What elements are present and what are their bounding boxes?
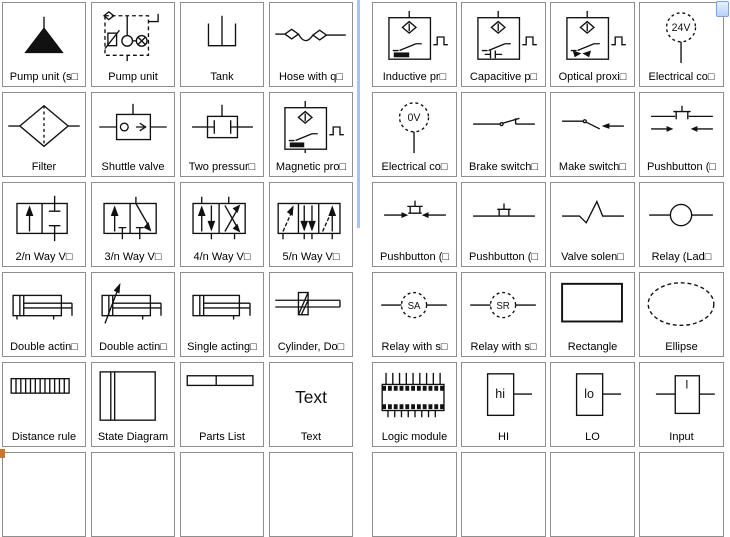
palette-item-make-switch[interactable]: [550, 92, 635, 177]
valve-solenoid-icon: [551, 183, 634, 251]
palette-item-inductive-proximity[interactable]: [372, 2, 457, 87]
palette-item-relay-switch-off-delay[interactable]: [461, 272, 546, 357]
palette-item-valve-4n-way[interactable]: [180, 182, 264, 267]
palette-item-partial[interactable]: [639, 452, 724, 537]
palette-item-partial[interactable]: [180, 452, 264, 537]
palette-item-label: 3/n Way V□: [104, 251, 162, 263]
palette-item-filter[interactable]: [2, 92, 86, 177]
palette-item-electrical-connection-24v[interactable]: [639, 2, 724, 87]
palette-item-state-diagram[interactable]: [91, 362, 175, 447]
palette-item-label: Make switch□: [558, 161, 627, 173]
palette-item-hi-module[interactable]: [461, 362, 546, 447]
capacitive-proximity-icon: [462, 3, 545, 71]
relay-switch-off-delay-icon: [462, 273, 545, 341]
palette-item-pushbutton-detent[interactable]: [639, 92, 724, 177]
palette-item-label: Filter: [31, 161, 57, 173]
palette-item-label: Relay with s□: [470, 341, 537, 353]
palette-item-label: Shuttle valve: [101, 161, 165, 173]
palette-item-two-pressure-valve[interactable]: [180, 92, 264, 177]
palette-item-tank[interactable]: [180, 2, 264, 87]
svg-text:SA: SA: [407, 300, 420, 312]
palette-item-brake-switch[interactable]: [461, 92, 546, 177]
palette-item-label: Relay (Lad□: [651, 251, 712, 263]
palette-item-optical-proximity[interactable]: [550, 2, 635, 87]
palette-item-cylinder-double-rod[interactable]: [269, 272, 353, 357]
palette-item-label: Hose with q□: [278, 71, 344, 83]
pump-unit-detailed-icon: [92, 3, 174, 71]
ellipse-icon: [640, 273, 723, 341]
right-panel: [372, 2, 724, 537]
pushbutton-make-icon: [373, 183, 456, 251]
palette-item-magnetic-proximity-switch[interactable]: [269, 92, 353, 177]
palette-item-partial[interactable]: [461, 452, 546, 537]
palette-item-label: Two pressur□: [188, 161, 256, 173]
palette-item-valve-3n-way[interactable]: [91, 182, 175, 267]
palette-item-label: Brake switch□: [469, 161, 538, 173]
distance-rule-icon: [3, 363, 85, 431]
palette-item-label: Cylinder, Do□: [277, 341, 345, 353]
palette-item-valve-solenoid[interactable]: [550, 182, 635, 267]
parts-list-icon: [181, 363, 263, 431]
optical-proximity-icon: [551, 3, 634, 71]
palette-item-pump-unit-detailed[interactable]: [91, 2, 175, 87]
palette-item-pushbutton-make[interactable]: [372, 182, 457, 267]
palette-item-input-module[interactable]: [639, 362, 724, 447]
palette-item-parts-list[interactable]: [180, 362, 264, 447]
state-diagram-icon: [92, 363, 174, 431]
palette-item-label: Valve solen□: [561, 251, 624, 263]
palette-item-hose-quick-coupling[interactable]: [269, 2, 353, 87]
palette-item-label: Pushbutton (□: [468, 251, 539, 263]
double-acting-cylinder-adjustable-icon: [92, 273, 174, 341]
palette-item-label: Parts List: [199, 431, 245, 443]
palette-item-partial[interactable]: [2, 452, 86, 537]
cylinder-double-rod-icon: [270, 273, 352, 341]
pump-unit-simple-icon: [3, 3, 85, 71]
relay-ladder-icon: [640, 183, 723, 251]
electrical-connection-0v-icon: [373, 93, 456, 161]
shuttle-valve-icon: [92, 93, 174, 161]
tank-icon: [181, 3, 263, 71]
palette-item-label: Single acting□: [187, 341, 257, 353]
svg-text:Text: Text: [295, 386, 327, 407]
palette-item-electrical-connection-0v[interactable]: [372, 92, 457, 177]
palette-item-label: State Diagram: [97, 431, 169, 443]
inductive-proximity-icon: [373, 3, 456, 71]
palette-item-single-acting-cylinder[interactable]: [180, 272, 264, 357]
palette-item-label: Pump unit: [108, 71, 158, 83]
palette-item-label: Capacitive p□: [469, 71, 538, 83]
palette-item-double-acting-cylinder[interactable]: [2, 272, 86, 357]
palette-item-label: Electrical co□: [381, 161, 448, 173]
palette-item-pushbutton-break[interactable]: [461, 182, 546, 267]
valve-5n-way-icon: [270, 183, 352, 251]
window-edge-fragment: [0, 449, 5, 458]
text-icon: [270, 363, 352, 431]
palette-item-label: Electrical co□: [648, 71, 715, 83]
palette-item-label: Tank: [210, 71, 234, 83]
palette-item-label: Distance rule: [11, 431, 77, 443]
palette-item-partial[interactable]: [269, 452, 353, 537]
palette-item-valve-5n-way[interactable]: [269, 182, 353, 267]
single-acting-cylinder-icon: [181, 273, 263, 341]
palette-item-shuttle-valve[interactable]: [91, 92, 175, 177]
filter-icon: [3, 93, 85, 161]
hose-quick-coupling-icon: [270, 3, 352, 71]
palette-item-label: Text: [300, 431, 322, 443]
palette-item-label: 4/n Way V□: [193, 251, 251, 263]
svg-text:24V: 24V: [671, 22, 690, 35]
palette-item-label: Relay with s□: [381, 341, 448, 353]
make-switch-icon: [551, 93, 634, 161]
valve-3n-way-icon: [92, 183, 174, 251]
palette-item-lo-module[interactable]: [550, 362, 635, 447]
palette-item-rectangle[interactable]: [550, 272, 635, 357]
right-panel-scrollbar-up-button[interactable]: [716, 1, 729, 17]
two-pressure-valve-icon: [181, 93, 263, 161]
palette-item-label: Pushbutton (□: [646, 161, 717, 173]
palette-item-text[interactable]: [269, 362, 353, 447]
palette-item-label: Inductive pr□: [382, 71, 447, 83]
palette-item-label: Logic module: [381, 431, 448, 443]
svg-text:0V: 0V: [407, 112, 421, 125]
palette-item-relay-switch-on-delay[interactable]: [372, 272, 457, 357]
svg-text:hi: hi: [494, 386, 505, 401]
input-module-icon: [640, 363, 723, 431]
palette-item-partial[interactable]: [550, 452, 635, 537]
palette-item-label: Double actin□: [10, 341, 78, 353]
electrical-connection-24v-icon: [640, 3, 723, 71]
valve-4n-way-icon: [181, 183, 263, 251]
svg-text:I: I: [684, 379, 688, 392]
palette-item-double-acting-cylinder-adjustable[interactable]: [91, 272, 175, 357]
palette-item-partial[interactable]: [91, 452, 175, 537]
logic-module-icon: [373, 363, 456, 431]
palette-item-label: Double actin□: [99, 341, 167, 353]
palette-item-distance-rule[interactable]: [2, 362, 86, 447]
pushbutton-detent-icon: [640, 93, 723, 161]
palette-item-valve-2n-way[interactable]: [2, 182, 86, 267]
palette-item-label: Magnetic pro□: [275, 161, 347, 173]
palette-item-label: HI: [498, 431, 509, 443]
palette-item-label: Input: [669, 431, 694, 443]
palette-item-relay-ladder[interactable]: [639, 182, 724, 267]
palette-item-label: LO: [585, 431, 600, 443]
palette-item-label: Optical proxi□: [558, 71, 627, 83]
palette-item-pump-unit-simple[interactable]: [2, 2, 86, 87]
svg-text:lo: lo: [583, 386, 594, 401]
palette-item-capacitive-proximity[interactable]: [461, 2, 546, 87]
palette-item-label: 2/n Way V□: [15, 251, 73, 263]
palette-item-logic-module[interactable]: [372, 362, 457, 447]
rectangle-icon: [551, 273, 634, 341]
relay-switch-on-delay-icon: [373, 273, 456, 341]
palette-item-ellipse[interactable]: [639, 272, 724, 357]
palette-item-label: Pump unit (s□: [9, 71, 79, 83]
palette-item-label: Pushbutton (□: [379, 251, 450, 263]
palette-item-label: Ellipse: [665, 341, 698, 353]
lo-module-icon: [551, 363, 634, 431]
palette-item-label: Rectangle: [567, 341, 618, 353]
palette-item-partial[interactable]: [372, 452, 457, 537]
left-panel: [2, 2, 353, 537]
palette-item-label: 5/n Way V□: [282, 251, 340, 263]
double-acting-cylinder-icon: [3, 273, 85, 341]
left-panel-scrollbar[interactable]: [357, 0, 360, 228]
svg-text:SR: SR: [495, 300, 510, 312]
brake-switch-icon: [462, 93, 545, 161]
hi-module-icon: [462, 363, 545, 431]
magnetic-proximity-switch-icon: [270, 93, 352, 161]
pushbutton-break-icon: [462, 183, 545, 251]
valve-2n-way-icon: [3, 183, 85, 251]
